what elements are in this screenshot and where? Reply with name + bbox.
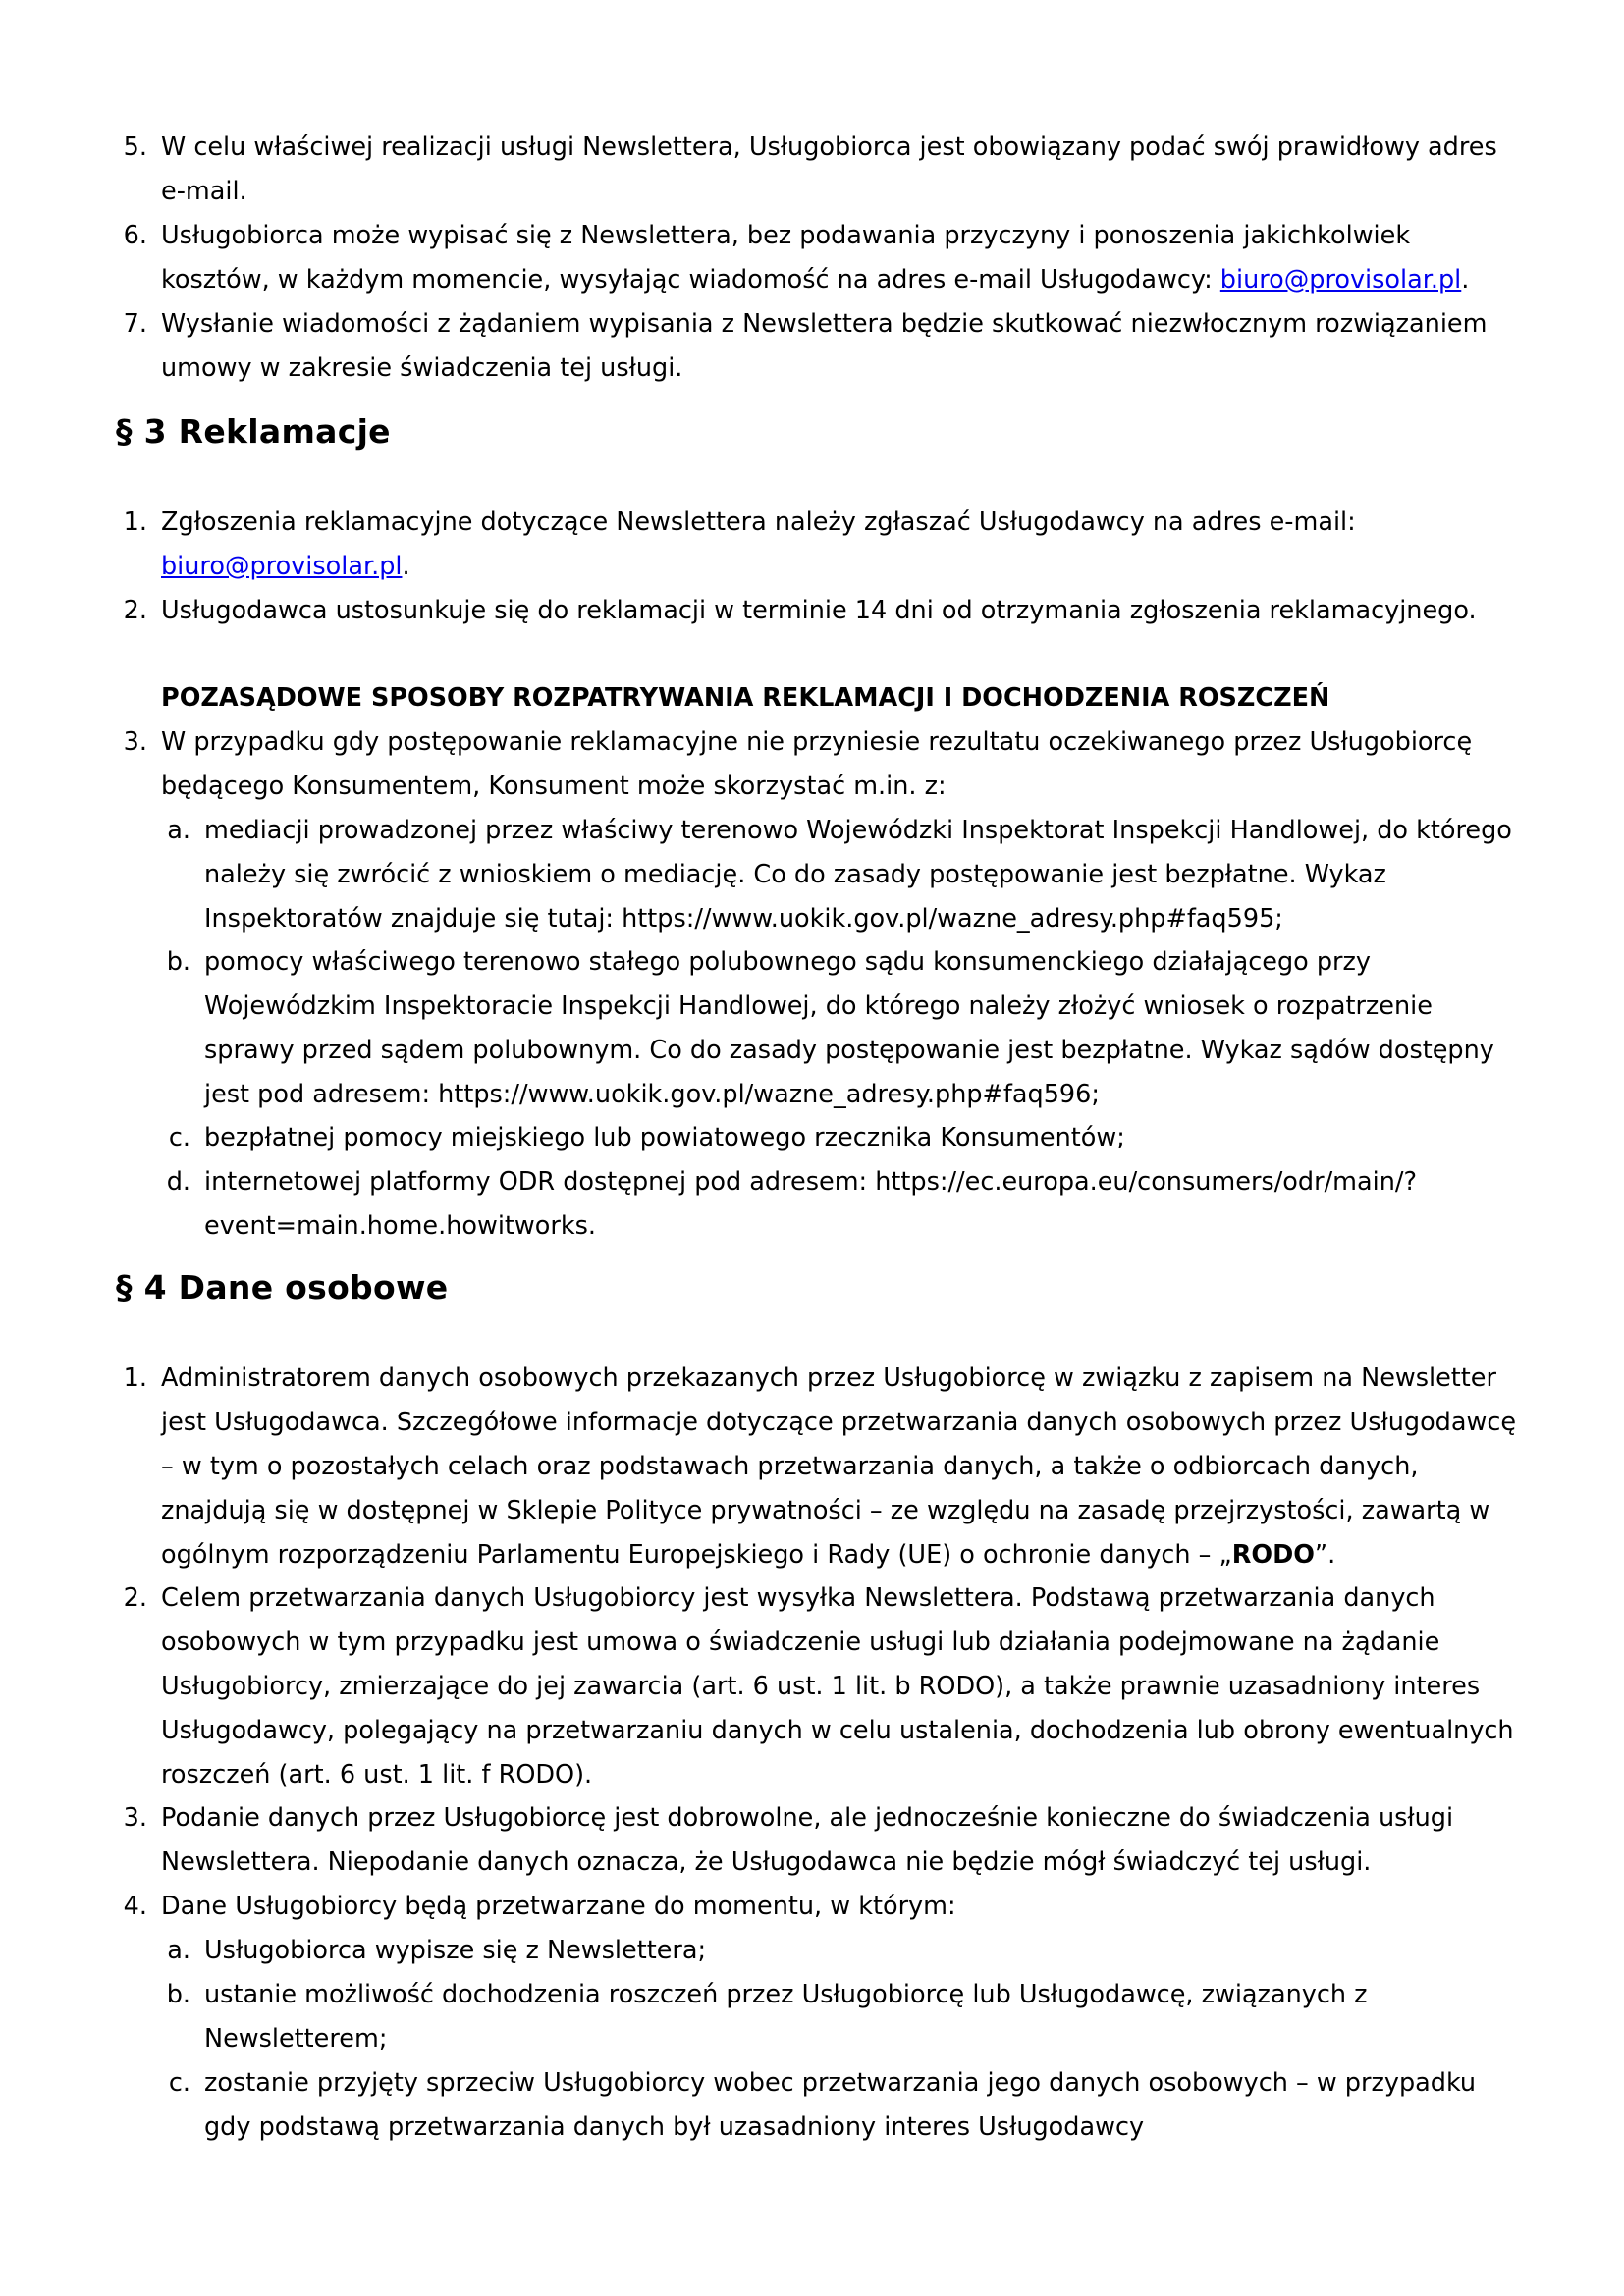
list-item-text: internetowej platformy ODR dostępnej pod adresem: https://ec.europa.eu/consumers/odr/main/?event=main.home.howitworks. bbox=[204, 1167, 1418, 1241]
section-heading-dane-osobowe: § 4 Dane osobowe bbox=[116, 1268, 449, 1307]
list-item-text: Usługobiorca może wypisać się z Newslettera, bez podawania przyczyny i ponoszenia jakichkolwiek kosztów, w każdym momencie, wysyłając wiadomość na adres e-mail Usługodawcy: bbox=[161, 221, 1411, 294]
list-marker: 6. bbox=[123, 221, 147, 250]
list-item-text-end: . bbox=[402, 552, 410, 581]
list-item-6 bbox=[123, 214, 1526, 302]
list-marker: 1. bbox=[123, 1363, 147, 1393]
list-item-4 bbox=[123, 1885, 1526, 1929]
list-item-text-end: . bbox=[1461, 265, 1470, 294]
list-marker: 3. bbox=[123, 727, 147, 757]
list-marker: 1. bbox=[123, 507, 147, 537]
sublist-item-c bbox=[168, 1116, 1526, 1160]
list-item-7 bbox=[123, 302, 1526, 391]
list-item-2 bbox=[123, 589, 1526, 633]
list-item-2 bbox=[123, 1576, 1526, 1797]
list-marker: 2. bbox=[123, 1583, 147, 1613]
list-item-3 bbox=[123, 721, 1526, 809]
list-marker: a. bbox=[167, 816, 190, 845]
sublist-item-d bbox=[166, 1160, 1526, 1249]
list-marker: c. bbox=[168, 1123, 190, 1152]
list-item-text: Dane Usługobiorcy będą przetwarzane do momentu, w którym: bbox=[161, 1892, 956, 1921]
list-item-text: Podanie danych przez Usługobiorcę jest dobrowolne, ale jednocześnie konieczne do świadczenia usługi Newslettera. Niepodanie danych oznacza, że Usługodawca nie będzie mógł świadczyć tej usługi. bbox=[161, 1803, 1454, 1877]
email-link[interactable]: biuro@provisolar.pl bbox=[1219, 265, 1462, 294]
sublist-item-b bbox=[166, 940, 1526, 1117]
list-item-1 bbox=[123, 501, 1526, 589]
sublist-item-c bbox=[168, 2061, 1526, 2150]
list-item-text: Administratorem danych osobowych przekazanych przez Usługobiorcę w związku z zapisem na Newsletter jest Usługodawca. Szczegółowe informacje dotyczące przetwarzania danych osobowych przez Usługodawcę – w tym o pozostałych celach oraz podstawach przetwarzania danych, a także o odbiorcach danych, znajdują się w dostępnej w Sklepie Polityce prywatności – ze względu na zasadę przejrzystości, zawartą w ogólnym rozporządzeniu Parlamentu Europejskiego i Rady (UE) o ochronie danych – „ bbox=[161, 1363, 1517, 1570]
list-item-text-end: ”. bbox=[1314, 1540, 1336, 1570]
list-item-text: mediacji prowadzonej przez właściwy terenowo Wojewódzki Inspektorat Inspekcji Handlowej, do którego należy się zwrócić z wnioskiem o mediację. Co do zasady postępowanie jest bezpłatne. Wykaz Inspektoratów znajduje się tutaj: https://www.uokik.gov.pl/wazne_adresy.php#faq595; bbox=[204, 816, 1512, 934]
list-item-text: W celu właściwej realizacji usługi Newslettera, Usługobiorca jest obowiązany podać swój prawidłowy adres e-mail. bbox=[161, 133, 1497, 206]
list-item-text: ustanie możliwość dochodzenia roszczeń przez Usługobiorcę lub Usługodawcę, związanych z Newsletterem; bbox=[204, 1980, 1368, 2054]
list-item-text: zostanie przyjęty sprzeciw Usługobiorcy wobec przetwarzania jego danych osobowych – w przypadku gdy podstawą przetwarzania danych był uzasadniony interes Usługodawcy bbox=[204, 2068, 1477, 2142]
list-item-text: Celem przetwarzania danych Usługobiorcy jest wysyłka Newslettera. Podstawą przetwarzania danych osobowych w tym przypadku jest umowa o świadczenie usługi lub działania podejmowane na żądanie Usługobiorcy, zmierzające do jej zawarcia (art. 6 ust. 1 lit. b RODO), a także prawnie uzasadniony interes Usługodawcy, polegający na przetwarzaniu danych w celu ustalenia, dochodzenia lub obrony ewentualnych roszczeń (art. 6 ust. 1 lit. f RODO). bbox=[161, 1583, 1514, 1789]
email-link[interactable]: biuro@provisolar.pl bbox=[161, 552, 403, 581]
list-marker: b. bbox=[166, 947, 190, 977]
list-marker: 2. bbox=[123, 596, 147, 625]
list-marker: a. bbox=[167, 1936, 190, 1965]
list-marker: b. bbox=[166, 1980, 190, 2009]
list-marker: c. bbox=[168, 2068, 190, 2098]
subheading-pozasadowe: POZASĄDOWE SPOSOBY ROZPATRYWANIA REKLAMACJI I DOCHODZENIA ROSZCZEŃ bbox=[161, 683, 1330, 713]
list-item-text: Usługobiorca wypisze się z Newslettera; bbox=[204, 1936, 707, 1965]
list-marker: 7. bbox=[123, 309, 147, 339]
list-marker: d. bbox=[166, 1167, 190, 1197]
sublist-item-b bbox=[166, 1973, 1526, 2061]
list-item-text: pomocy właściwego terenowo stałego polubownego sądu konsumenckiego działającego przy Wojewódzkim Inspektoracie Inspekcji Handlowej, do którego należy złożyć wniosek o rozpatrzenie sprawy przed sądem polubownym. Co do zasady postępowanie jest bezpłatne. Wykaz sądów dostępny jest pod adresem: https://www.uokik.gov.pl/wazne_adresy.php#faq596; bbox=[204, 947, 1494, 1109]
list-item-text: Usługodawca ustosunkuje się do reklamacji w terminie 14 dni od otrzymania zgłoszenia reklamacyjnego. bbox=[161, 596, 1477, 625]
list-marker: 3. bbox=[123, 1803, 147, 1833]
list-item-text: Wysłanie wiadomości z żądaniem wypisania z Newslettera będzie skutkować niezwłocznym rozwiązaniem umowy w zakresie świadczenia tej usługi. bbox=[161, 309, 1488, 383]
list-item-text: Zgłoszenia reklamacyjne dotyczące Newslettera należy zgłaszać Usługodawcy na adres e-mail: bbox=[161, 507, 1356, 537]
list-marker: 5. bbox=[123, 133, 147, 162]
list-item-5 bbox=[123, 126, 1526, 214]
rodo-bold: RODO bbox=[1231, 1540, 1315, 1570]
sublist-item-a bbox=[167, 1929, 1526, 1973]
section-heading-reklamacje: § 3 Reklamacje bbox=[116, 412, 391, 451]
list-item-text: W przypadku gdy postępowanie reklamacyjne nie przyniesie rezultatu oczekiwanego przez Usługobiorcę będącego Konsumentem, Konsument może skorzystać m.in. z: bbox=[161, 727, 1473, 801]
sublist-item-a bbox=[167, 809, 1526, 941]
list-item-1 bbox=[123, 1357, 1526, 1577]
list-item-text: bezpłatnej pomocy miejskiego lub powiatowego rzecznika Konsumentów; bbox=[204, 1123, 1125, 1152]
list-item-3 bbox=[123, 1796, 1526, 1885]
list-marker: 4. bbox=[123, 1892, 147, 1921]
